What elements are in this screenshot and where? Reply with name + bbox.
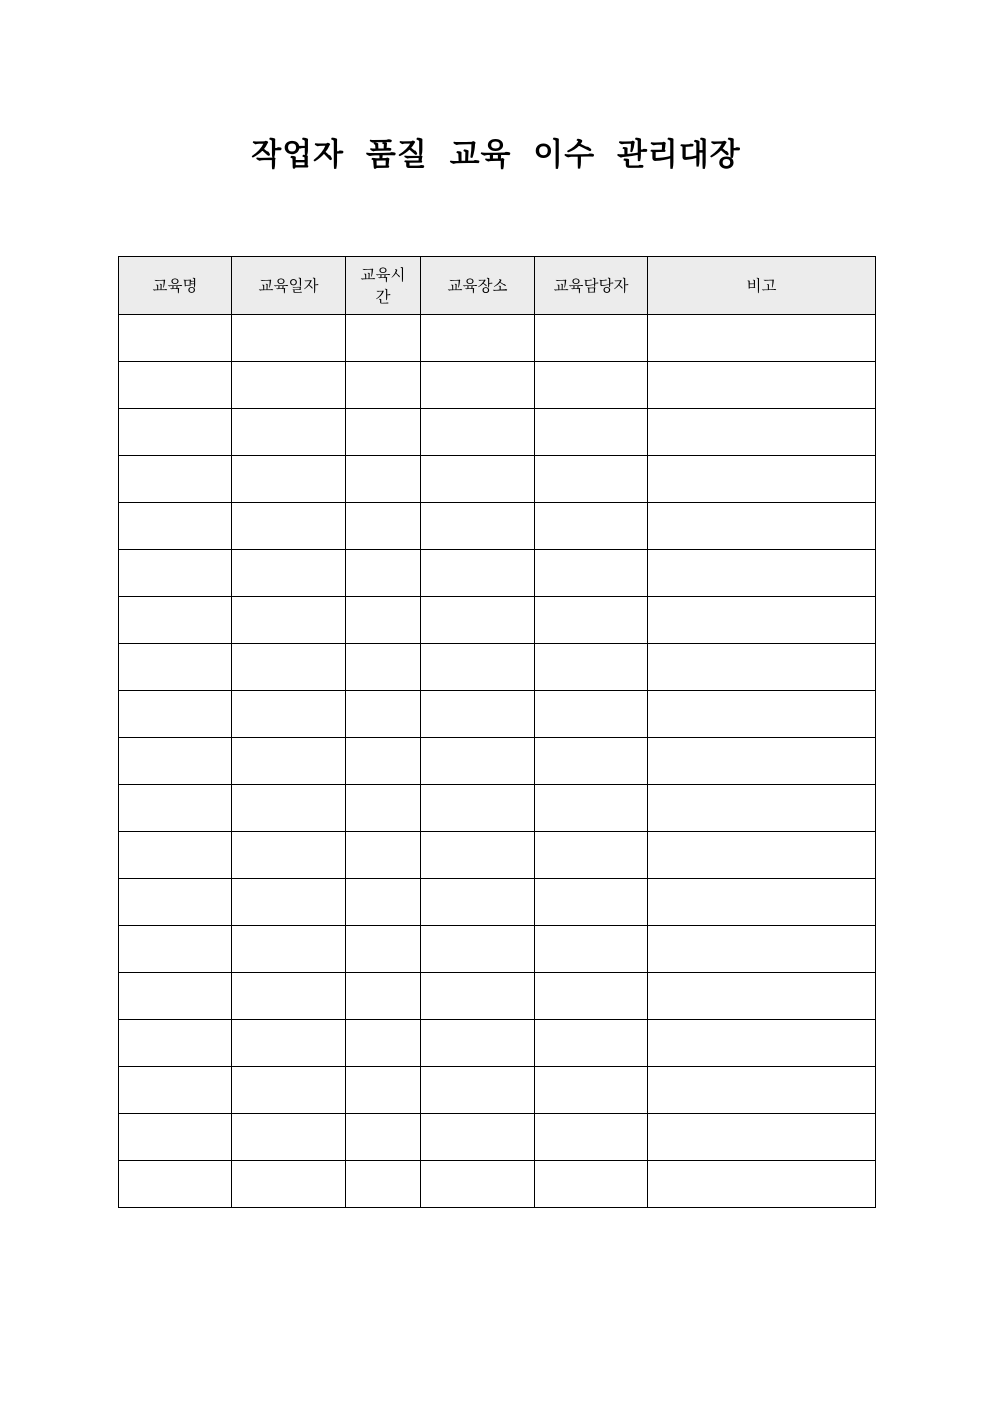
cell-instructor[interactable] bbox=[535, 1067, 648, 1114]
table-row bbox=[119, 738, 876, 785]
cell-course-name[interactable] bbox=[119, 597, 232, 644]
education-register-table bbox=[118, 256, 876, 1208]
header-course-date: 교육일자 bbox=[232, 257, 346, 315]
cell-instructor[interactable] bbox=[535, 926, 648, 973]
table-row bbox=[119, 597, 876, 644]
cell-course-location[interactable] bbox=[421, 1020, 535, 1067]
cell-remarks[interactable] bbox=[648, 785, 876, 832]
cell-course-date[interactable] bbox=[232, 503, 346, 550]
table-body bbox=[119, 315, 876, 1208]
cell-course-name[interactable] bbox=[119, 879, 232, 926]
cell-course-location[interactable] bbox=[421, 409, 535, 456]
table-row bbox=[119, 973, 876, 1020]
cell-instructor[interactable] bbox=[535, 879, 648, 926]
header-remarks: 비고 bbox=[648, 257, 876, 315]
cell-remarks[interactable] bbox=[648, 691, 876, 738]
cell-course-date[interactable] bbox=[232, 879, 346, 926]
cell-course-hours[interactable] bbox=[346, 644, 421, 691]
cell-instructor[interactable] bbox=[535, 456, 648, 503]
cell-course-date[interactable] bbox=[232, 644, 346, 691]
cell-course-date[interactable] bbox=[232, 691, 346, 738]
cell-instructor[interactable] bbox=[535, 1161, 648, 1208]
cell-course-hours[interactable] bbox=[346, 503, 421, 550]
table-row bbox=[119, 1020, 876, 1067]
cell-course-date[interactable] bbox=[232, 973, 346, 1020]
table-row bbox=[119, 1067, 876, 1114]
cell-remarks[interactable] bbox=[648, 1067, 876, 1114]
cell-instructor[interactable] bbox=[535, 503, 648, 550]
table-row bbox=[119, 926, 876, 973]
cell-course-name[interactable] bbox=[119, 832, 232, 879]
cell-course-hours[interactable] bbox=[346, 315, 421, 362]
cell-course-hours[interactable] bbox=[346, 362, 421, 409]
cell-course-hours[interactable] bbox=[346, 973, 421, 1020]
cell-course-location[interactable] bbox=[421, 1114, 535, 1161]
cell-course-name[interactable] bbox=[119, 409, 232, 456]
table-row bbox=[119, 785, 876, 832]
cell-course-name[interactable] bbox=[119, 503, 232, 550]
cell-course-hours[interactable] bbox=[346, 1067, 421, 1114]
table-row bbox=[119, 644, 876, 691]
cell-course-date[interactable] bbox=[232, 785, 346, 832]
cell-course-date[interactable] bbox=[232, 832, 346, 879]
cell-course-name[interactable] bbox=[119, 550, 232, 597]
cell-course-name[interactable] bbox=[119, 456, 232, 503]
cell-instructor[interactable] bbox=[535, 973, 648, 1020]
cell-course-hours[interactable] bbox=[346, 691, 421, 738]
cell-course-date[interactable] bbox=[232, 550, 346, 597]
cell-remarks[interactable] bbox=[648, 362, 876, 409]
cell-course-location[interactable] bbox=[421, 315, 535, 362]
header-course-hours-label: 교육시간 bbox=[360, 265, 406, 306]
cell-remarks[interactable] bbox=[648, 315, 876, 362]
cell-remarks[interactable] bbox=[648, 409, 876, 456]
cell-remarks[interactable] bbox=[648, 644, 876, 691]
cell-course-hours[interactable] bbox=[346, 409, 421, 456]
cell-course-date[interactable] bbox=[232, 456, 346, 503]
cell-course-location[interactable] bbox=[421, 1067, 535, 1114]
cell-course-location[interactable] bbox=[421, 973, 535, 1020]
cell-remarks[interactable] bbox=[648, 456, 876, 503]
table-row bbox=[119, 832, 876, 879]
header-course-name: 교육명 bbox=[119, 257, 232, 315]
cell-remarks[interactable] bbox=[648, 1161, 876, 1208]
cell-course-location[interactable] bbox=[421, 362, 535, 409]
cell-course-location[interactable] bbox=[421, 456, 535, 503]
table-row bbox=[119, 1161, 876, 1208]
cell-instructor[interactable] bbox=[535, 1114, 648, 1161]
cell-course-hours[interactable] bbox=[346, 926, 421, 973]
cell-instructor[interactable] bbox=[535, 315, 648, 362]
cell-course-date[interactable] bbox=[232, 1020, 346, 1067]
cell-course-location[interactable] bbox=[421, 550, 535, 597]
cell-course-location[interactable] bbox=[421, 738, 535, 785]
cell-instructor[interactable] bbox=[535, 738, 648, 785]
page-title: 작업자 품질 교육 이수 관리대장 bbox=[251, 137, 741, 173]
cell-course-location[interactable] bbox=[421, 879, 535, 926]
cell-course-name[interactable] bbox=[119, 1020, 232, 1067]
cell-course-hours[interactable] bbox=[346, 1161, 421, 1208]
cell-course-location[interactable] bbox=[421, 785, 535, 832]
cell-course-date[interactable] bbox=[232, 409, 346, 456]
cell-course-date[interactable] bbox=[232, 1067, 346, 1114]
cell-course-hours[interactable] bbox=[346, 879, 421, 926]
cell-instructor[interactable] bbox=[535, 691, 648, 738]
cell-course-location[interactable] bbox=[421, 1161, 535, 1208]
cell-remarks[interactable] bbox=[648, 1114, 876, 1161]
cell-remarks[interactable] bbox=[648, 597, 876, 644]
cell-course-date[interactable] bbox=[232, 597, 346, 644]
cell-instructor[interactable] bbox=[535, 362, 648, 409]
table-row bbox=[119, 1114, 876, 1161]
cell-course-name[interactable] bbox=[119, 1114, 232, 1161]
cell-course-hours[interactable] bbox=[346, 1020, 421, 1067]
header-course-hours bbox=[346, 257, 421, 315]
cell-remarks[interactable] bbox=[648, 926, 876, 973]
cell-course-date[interactable] bbox=[232, 738, 346, 785]
cell-course-location[interactable] bbox=[421, 644, 535, 691]
table-header-row bbox=[119, 257, 876, 315]
cell-course-hours[interactable] bbox=[346, 550, 421, 597]
cell-remarks[interactable] bbox=[648, 879, 876, 926]
cell-course-location[interactable] bbox=[421, 503, 535, 550]
cell-course-hours[interactable] bbox=[346, 832, 421, 879]
table-row bbox=[119, 503, 876, 550]
table-row bbox=[119, 550, 876, 597]
cell-remarks[interactable] bbox=[648, 550, 876, 597]
cell-remarks[interactable] bbox=[648, 503, 876, 550]
cell-course-name[interactable] bbox=[119, 644, 232, 691]
cell-course-hours[interactable] bbox=[346, 785, 421, 832]
table-row bbox=[119, 362, 876, 409]
cell-course-name[interactable] bbox=[119, 1067, 232, 1114]
cell-instructor[interactable] bbox=[535, 644, 648, 691]
header-course-location: 교육장소 bbox=[421, 257, 535, 315]
cell-course-hours[interactable] bbox=[346, 597, 421, 644]
cell-course-hours[interactable] bbox=[346, 1114, 421, 1161]
cell-course-location[interactable] bbox=[421, 832, 535, 879]
cell-course-name[interactable] bbox=[119, 785, 232, 832]
cell-course-name[interactable] bbox=[119, 973, 232, 1020]
cell-course-location[interactable] bbox=[421, 597, 535, 644]
cell-course-name[interactable] bbox=[119, 315, 232, 362]
table-row bbox=[119, 409, 876, 456]
cell-course-location[interactable] bbox=[421, 691, 535, 738]
cell-course-date[interactable] bbox=[232, 362, 346, 409]
cell-course-hours[interactable] bbox=[346, 456, 421, 503]
cell-course-date[interactable] bbox=[232, 1161, 346, 1208]
cell-remarks[interactable] bbox=[648, 832, 876, 879]
cell-course-name[interactable] bbox=[119, 738, 232, 785]
cell-instructor[interactable] bbox=[535, 550, 648, 597]
cell-instructor[interactable] bbox=[535, 1020, 648, 1067]
table-row bbox=[119, 879, 876, 926]
cell-course-name[interactable] bbox=[119, 362, 232, 409]
cell-course-location[interactable] bbox=[421, 926, 535, 973]
cell-course-date[interactable] bbox=[232, 1114, 346, 1161]
cell-instructor[interactable] bbox=[535, 597, 648, 644]
cell-instructor[interactable] bbox=[535, 409, 648, 456]
table-row bbox=[119, 315, 876, 362]
cell-instructor[interactable] bbox=[535, 832, 648, 879]
cell-course-hours[interactable] bbox=[346, 738, 421, 785]
cell-remarks[interactable] bbox=[648, 973, 876, 1020]
cell-remarks[interactable] bbox=[648, 738, 876, 785]
cell-remarks[interactable] bbox=[648, 1020, 876, 1067]
cell-instructor[interactable] bbox=[535, 785, 648, 832]
cell-course-name[interactable] bbox=[119, 1161, 232, 1208]
cell-course-date[interactable] bbox=[232, 926, 346, 973]
header-instructor: 교육담당자 bbox=[535, 257, 648, 315]
cell-course-date[interactable] bbox=[232, 315, 346, 362]
cell-course-name[interactable] bbox=[119, 691, 232, 738]
table-row bbox=[119, 456, 876, 503]
cell-course-name[interactable] bbox=[119, 926, 232, 973]
table-row bbox=[119, 691, 876, 738]
